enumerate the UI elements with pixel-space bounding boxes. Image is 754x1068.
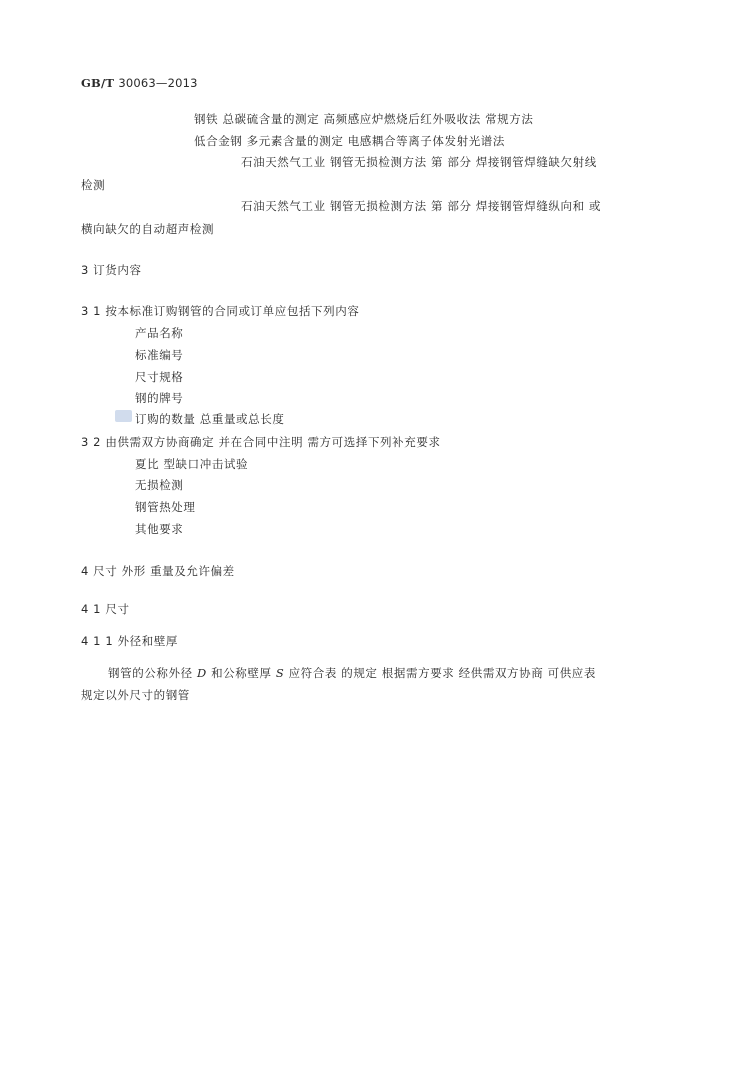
reference-line: 检测 <box>81 178 106 192</box>
reference-line: 石油天然气工业 钢管无损检测方法 第 部分 焊接钢管焊缝纵向和 或 <box>241 199 602 213</box>
paragraph-text: 应符合表 的规定 根据需方要求 经供需双方协商 可供应表 <box>288 666 596 680</box>
list-item: 标准编号 <box>135 348 184 362</box>
paragraph-text: 钢管的公称外径 <box>108 666 193 680</box>
symbol-d: D <box>196 666 207 680</box>
clause-4-1-1: 4 1 1 外径和壁厚 <box>81 634 179 648</box>
list-item: 钢的牌号 <box>135 391 184 405</box>
section-4-heading: 4 尺寸 外形 重量及允许偏差 <box>81 564 235 578</box>
reference-line: 横向缺欠的自动超声检测 <box>81 222 215 236</box>
highlight-mark <box>115 410 132 422</box>
list-item: 尺寸规格 <box>135 370 184 384</box>
list-item: 钢管热处理 <box>135 500 196 514</box>
paragraph-line <box>108 666 596 680</box>
clause-3-1: 3 1 按本标准订购钢管的合同或订单应包括下列内容 <box>81 304 360 318</box>
reference-line: 低合金钢 多元素含量的测定 电感耦合等离子体发射光谱法 <box>194 134 506 148</box>
symbol-s: S <box>275 666 285 680</box>
reference-line: 石油天然气工业 钢管无损检测方法 第 部分 焊接钢管焊缝缺欠射线 <box>241 155 597 169</box>
standard-number: 30063—2013 <box>118 76 198 90</box>
clause-4-1: 4 1 尺寸 <box>81 602 130 616</box>
list-item: 夏比 型缺口冲击试验 <box>135 457 249 471</box>
list-item: 无损检测 <box>135 478 184 492</box>
list-item: 产品名称 <box>135 326 184 340</box>
reference-line: 钢铁 总碳硫含量的测定 高频感应炉燃烧后红外吸收法 常规方法 <box>194 112 534 126</box>
paragraph-text: 和公称壁厚 <box>211 666 272 680</box>
paragraph-line: 规定以外尺寸的钢管 <box>81 688 190 702</box>
list-item: 其他要求 <box>135 522 184 536</box>
section-3-heading: 3 订货内容 <box>81 263 142 277</box>
clause-3-2: 3 2 由供需双方协商确定 并在合同中注明 需方可选择下列补充要求 <box>81 435 441 449</box>
standard-code: GB/T <box>81 76 115 90</box>
standard-header <box>81 76 198 90</box>
list-item: 订购的数量 总重量或总长度 <box>135 412 285 426</box>
